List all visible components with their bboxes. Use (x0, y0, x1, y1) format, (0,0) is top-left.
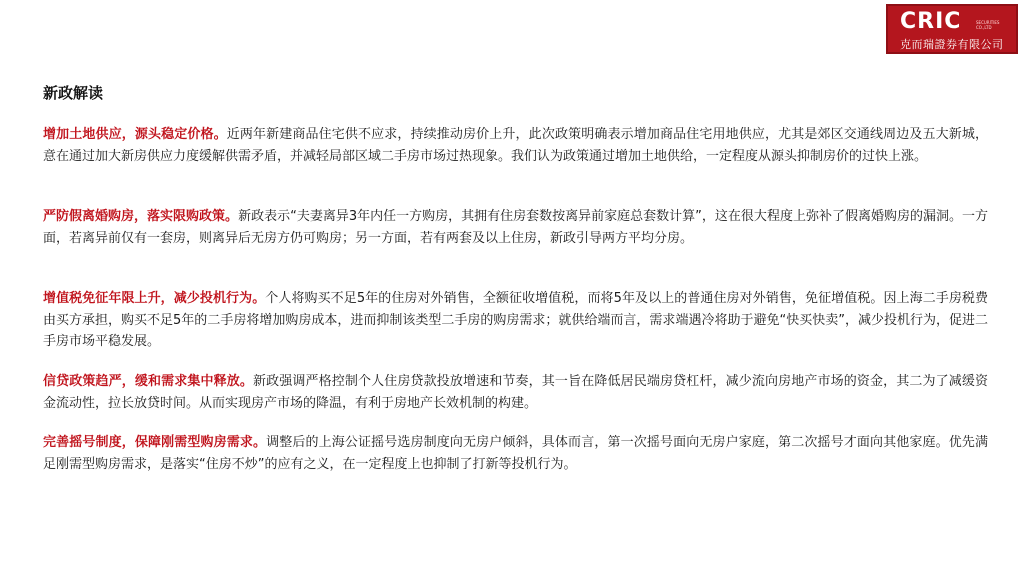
paragraph-lead: 严防假离婚购房，落实限购政策。 (43, 209, 239, 224)
paragraph-text: 新政表示“夫妻离异3年内任一方购房，其拥有住房套数按离异前家庭总套数计算”，这在很大程度上弥补了假离婚购房的漏洞。一方面，若离异前仅有一套房，则离异后无房方仍可购房；另一方面，若有两套及以上住房，新政引导两方平均分房。 (43, 209, 988, 246)
company-logo (886, 4, 1018, 54)
logo-chinese-name: 克而瑞證券有限公司 (900, 38, 1004, 51)
paragraph-text: 调整后的上海公证摇号选房制度向无房户倾斜，具体而言，第一次摇号面向无房户家庭，第二次摇号才面向其他家庭。优先满足刚需型购房需求，是落实“住房不炒”的应有之义，在一定程度上也抑制了打新等投机行为。 (43, 435, 988, 472)
paragraph-fake-divorce (43, 206, 988, 249)
paragraph-text: 个人将购买不足5年的住房对外销售，全额征收增值税，而将5年及以上的普通住房对外销售，免征增值税。因上海二手房税费由买方承担，购买不足5年的二手房将增加购房成本，进而抑制该类型二手房的购房需求；就供给端而言，需求端遇冷将助于避免“快买快卖”，减少投机行为，促进二手房市场平稳发展。 (43, 291, 988, 349)
paragraph-land-supply (43, 124, 988, 167)
logo-english-name: SECURITIES CO.,LTD (976, 20, 1000, 30)
paragraph-vat-exemption (43, 288, 988, 353)
paragraph-credit-policy (43, 371, 988, 414)
paragraph-lead: 信贷政策趋严，缓和需求集中释放。 (43, 374, 254, 389)
logo-wordmark: CRIC (900, 9, 962, 34)
paragraph-lead: 增加土地供应，源头稳定价格。 (43, 127, 227, 142)
section-heading: 新政解读 (43, 84, 104, 102)
paragraph-text: 近两年新建商品住宅供不应求，持续推动房价上升，此次政策明确表示增加商品住宅用地供应，尤其是郊区交通线周边及五大新城，意在通过加大新房供应力度缓解供需矛盾，并减轻局部区域二手房市场过热现象。我们认为政策通过增加土地供给，一定程度从源头抑制房价的过快上涨。 (43, 127, 988, 164)
paragraph-lottery-system (43, 432, 988, 475)
paragraph-lead: 完善摇号制度，保障刚需型购房需求。 (43, 435, 267, 450)
paragraph-lead: 增值税免征年限上升，减少投机行为。 (43, 291, 266, 306)
paragraph-text: 新政强调严格控制个人住房贷款投放增速和节奏，其一旨在降低居民端房贷杠杆，减少流向房地产市场的资金，其二为了减缓资金流动性，拉长放贷时间。从而实现房产市场的降温，有利于房地产长效机制的构建。 (43, 374, 988, 411)
